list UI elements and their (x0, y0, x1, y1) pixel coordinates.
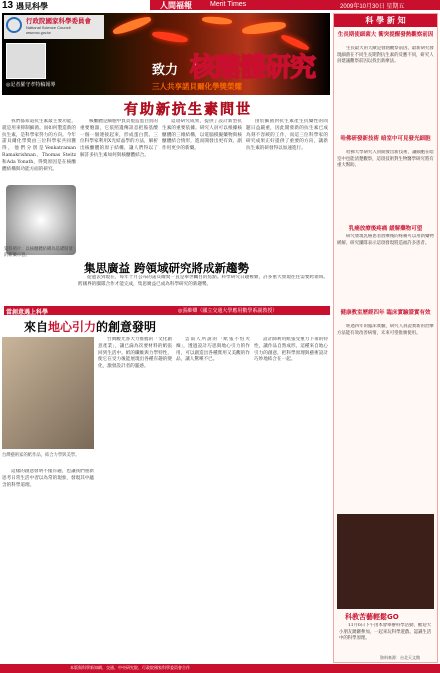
org-name-en: National Science Council (26, 25, 71, 30)
article3-photo (2, 337, 94, 449)
event-title: 科教苦藝輕鬆GO (345, 613, 399, 621)
article3-col1: 台灣觀光客大力推薦的「文化創意產業」，讓已淪為次要材料的紙張回到生活中。紙的纖維與力學特性，使它在受力後能展現出各種有趣的變化，激發設計者的靈感。 (98, 337, 172, 370)
sidebar-photo (337, 514, 434, 609)
hero-banner (2, 13, 330, 95)
footer-bar (0, 664, 440, 673)
news-title: 乳癌放療後疼痛 緩解藥物可望 (348, 226, 423, 232)
section-byline: ◎張維卿（國立交通大學應用數學系副教授） (178, 308, 278, 314)
footer-text: 本版與科學新知網、交通、中央研究院、行政院國家科學委員會合作 (70, 665, 190, 670)
news-text: 研究發現乳癌患者放療後的疼痛可以用新藥物緩解，研究團隊表示這項發現將造福許多患者。 (337, 234, 434, 246)
headline-sub: 三人共享諾貝爾化學獎榮耀 (152, 82, 242, 91)
paper-english-name: Merit Times (210, 1, 247, 8)
article1-col2: 核醣體是細胞中負責製造蛋白質的重要胞器，它依照遺傳訊息把胺基酸一個一個連接起來，形成蛋白質。三位科學家利用X光結晶學的方法，解析出核醣體的原子結構，讓人們得以了解許多抗生素如何與核醣體結合。 (80, 119, 158, 158)
article3-caption: 台灣藝術家的紙作品，結合力學與美學。 (2, 453, 80, 458)
sidebar-science-news (333, 13, 438, 663)
subtitle: 有助新抗生素問世 (124, 102, 252, 118)
headline-main: 核醣體研究 (190, 53, 316, 83)
article3-col3: 設計師利用紙張受重力下垂的特性，讓作品自然成形。這種來自地心引力的創意，把科學原理與藝術設計巧妙地結合在一起。 (254, 337, 328, 363)
section-bar (4, 306, 330, 315)
news-text: 生長最大的天敵是發熱觀察前因，最新研究發現細菌在不同生長期對抗生素的反應不同，研究人員建議觀察前因以找出新療法。 (337, 46, 434, 65)
sidebar-header: 科 學 新 知 (334, 14, 437, 27)
glowing-fish-image (112, 14, 153, 36)
article1-caption: 資料照片：以核醣體結構為基礎開發的新藥示意。 (4, 247, 73, 258)
glowing-fish-image (152, 30, 189, 44)
section-name: 遇見科學 (16, 2, 48, 11)
byline: ◎記者羅守孝特稿報導 (6, 82, 56, 88)
event-text: 11月6日下午由本會舉辦科學活動，歡迎大小朋友踴躍參加，一起來玩科學遊戲、認識生活中的科學原理。 (339, 623, 432, 642)
headline-prefix: 致力 (152, 63, 179, 78)
main-column (2, 13, 330, 663)
news-text: 哈佛大學研究人員開發出新技術，讓細胞在暗室中也能清楚觀察，這項技術對生物醫學研究將有重大幫助。 (337, 150, 434, 169)
article1-photo (6, 185, 76, 255)
event-source: 資料來源：台北天文館 (380, 655, 420, 660)
author-portrait (6, 43, 46, 79)
section-label: 當創意遇上科學 (6, 309, 49, 316)
org-url: www.nsc.gov.tw (26, 31, 51, 35)
nsc-emblem-icon (6, 17, 22, 33)
glowing-fish-image (242, 20, 287, 36)
news-text: 經過四年的臨床實驗，研究人員證實新的治療方法能有效改善病情，未來可望推廣使用。 (337, 324, 434, 336)
news-title: 哈佛研發新技術 暗室中可見發光細胞 (340, 136, 431, 142)
glowing-fish-image (202, 16, 232, 26)
article1-col4: 由於細菌對抗生素產生抗藥性的問題日益嚴重，因此開發新的抗生素已成為刻不容緩的工作，而這三位科學家的研究成果正好提供了重要的方向，讓新抗生素的研發得以加速進行。 (246, 119, 328, 152)
article1-col3: 這項研究成果，提供了設計新型抗生素的重要依據。研究人員可以根據核醣體的三維結構，以電腦模擬藥物與核醣體結合情形，進而開發出更有效、副作用更少的新藥。 (162, 119, 242, 152)
article3-col4: 這樣的創意發明不僅有趣，也讓我們重新思考日常生活中習以為常的現象，發現其中蘊含的科學道理。 (2, 469, 94, 488)
page-number: 13 (2, 0, 14, 11)
news-title: 生長期使細菌大 衝突提醒發熱觀察前因 (337, 32, 434, 38)
org-name-cn: 行政院國家科學委員會 (26, 17, 91, 25)
article2-body: 從過去到現在，每年十月公布的諾貝爾獎一直是舉世矚目的焦點。科學研究日趨複雜，許多重大發現往往需要跨領域、跨國界的團隊合作才能完成，集思廣益已成為科學研究的新趨勢。 (78, 275, 328, 287)
issue-date: 2009年10月30日 星期五 (340, 4, 405, 10)
article3-col2: 雲南人所說的「紙張不怕火煉」，透過設計巧思與地心引力的作用，可以創造出各種實用又美觀的作品，讓人驚嘆不已。 (176, 337, 250, 363)
article1-col1: 我們都知道抗生素最主要功能，就是用來抑制細菌。而如何製造新的抗生素，是科學家努力的方向。今年諾貝爾化學獎由三位科學家共同獲得，他們分別是Venkatraman Ramakrishnan、Thomas Steitz和Ada Yonath，得獎原因是在核醣體結構與功能方面的研究。 (2, 119, 76, 172)
paper-brand: 人間福報 (160, 0, 192, 10)
article2-title: 集思廣益 跨領域研究將成新趨勢 (84, 261, 250, 275)
article3-title: 來自地心引力的創意發明 (24, 320, 157, 334)
news-title: 健康教室歷經四年 臨床實驗證實有效 (340, 310, 431, 316)
